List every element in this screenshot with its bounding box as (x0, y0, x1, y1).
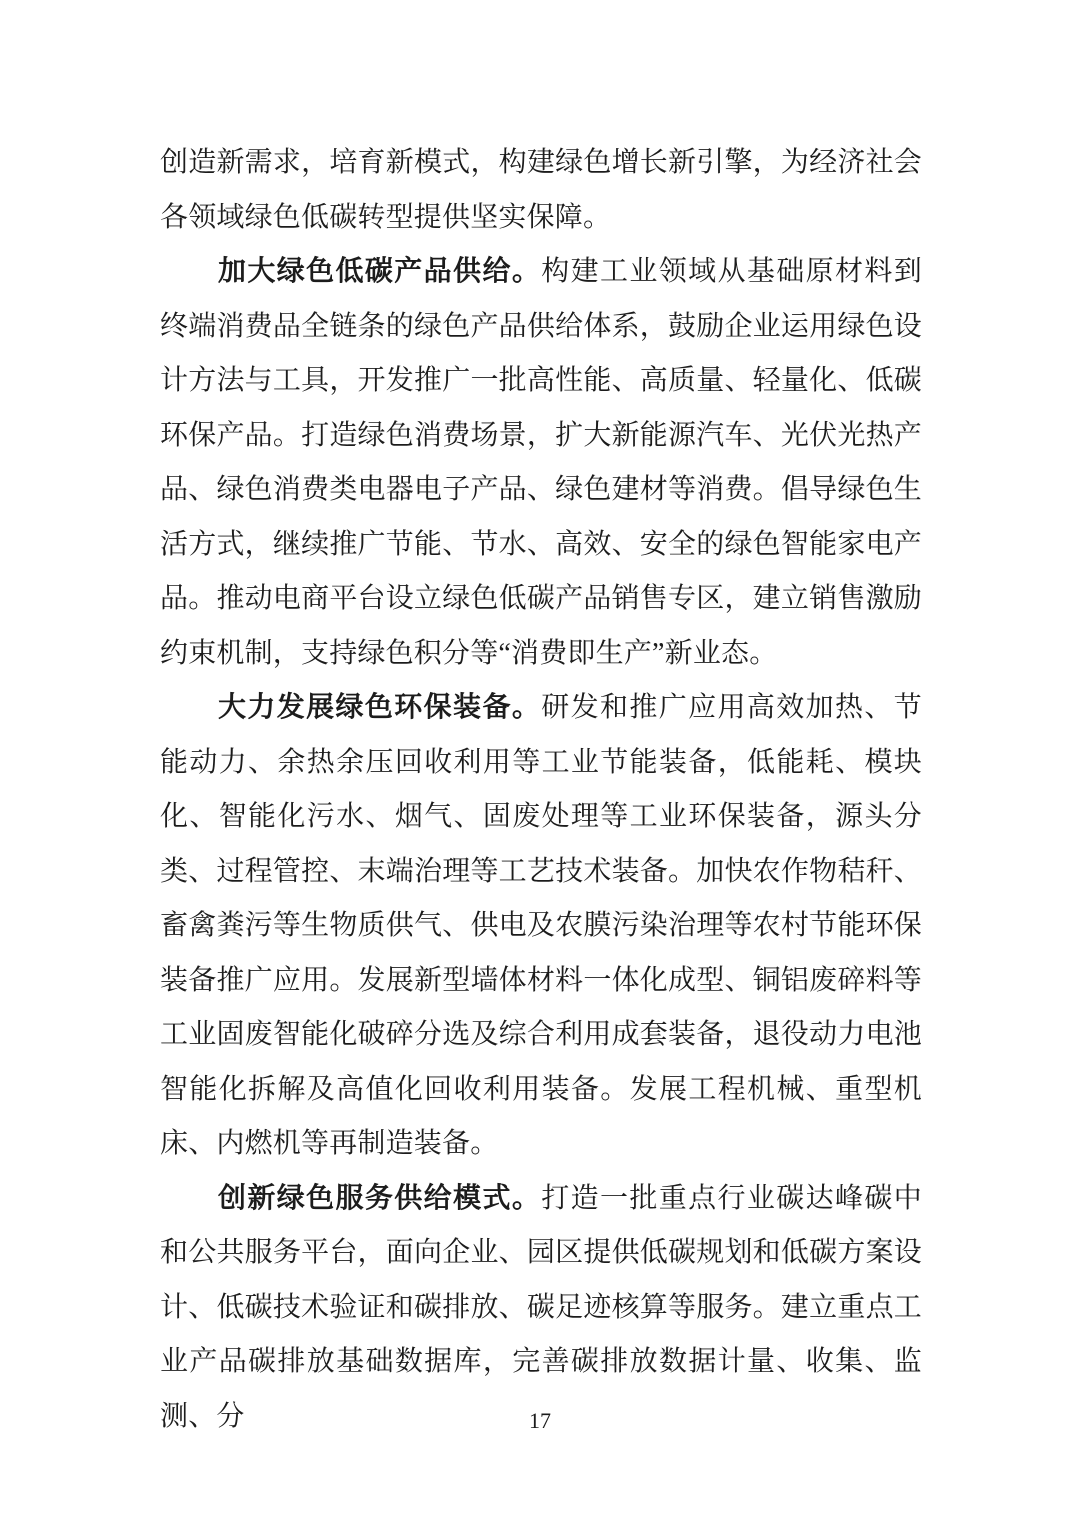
paragraph-text: 构建工业领域从基础原材料到终端消费品全链条的绿色产品供给体系，鼓励企业运用绿色设计方法与工具，开发推广一批高性能、高质量、轻量化、低碳环保产品。打造绿色消费场景，扩大新能源汽车、光伏光热产品、绿色消费类电器电子产品、绿色建材等消费。倡导绿色生活方式，继续推广节能、节水、高效、安全的绿色智能家电产品。推动电商平台设立绿色低碳产品销售专区，建立销售激励约束机制，支持绿色积分等“消费即生产”新业态。 (160, 256, 923, 669)
paragraph-continuation (160, 136, 922, 245)
document-body (160, 136, 922, 1444)
paragraph-text: 创造新需求，培育新模式，构建绿色增长新引擎，为经济社会各领域绿色低碳转型提供坚实保障。 (160, 147, 922, 233)
paragraph-green-equipment (160, 681, 922, 1172)
paragraph-green-services (160, 1172, 922, 1445)
paragraph-text: 打造一批重点行业碳达峰碳中和公共服务平台，面向企业、园区提供低碳规划和低碳方案设计、低碳技术验证和碳排放、碳足迹核算等服务。建立重点工业产品碳排放基础数据库，完善碳排放数据计量、收集、监测、分 (160, 1182, 923, 1432)
page-number: 17 (529, 1408, 551, 1433)
paragraph-text: 研发和推广应用高效加热、节能动力、余热余压回收利用等工业节能装备，低能耗、模块化、智能化污水、烟气、固废处理等工业环保装备，源头分类、过程管控、末端治理等工艺技术装备。加快农作物秸秆、畜禽粪污等生物质供气、供电及农膜污染治理等农村节能环保装备推广应用。发展新型墙体材料一体化成型、铜铝废碎料等工业固废智能化破碎分选及综合利用成套装备，退役动力电池智能化拆解及高值化回收利用装备。发展工程机械、重型机床、内燃机等再制造装备。 (160, 692, 923, 1159)
paragraph-lead-heading: 大力发展绿色环保装备。 (218, 692, 542, 723)
paragraph-green-product-supply (160, 245, 922, 681)
paragraph-lead-heading: 创新绿色服务供给模式。 (218, 1182, 542, 1214)
paragraph-lead-heading: 加大绿色低碳产品供给。 (218, 256, 542, 287)
